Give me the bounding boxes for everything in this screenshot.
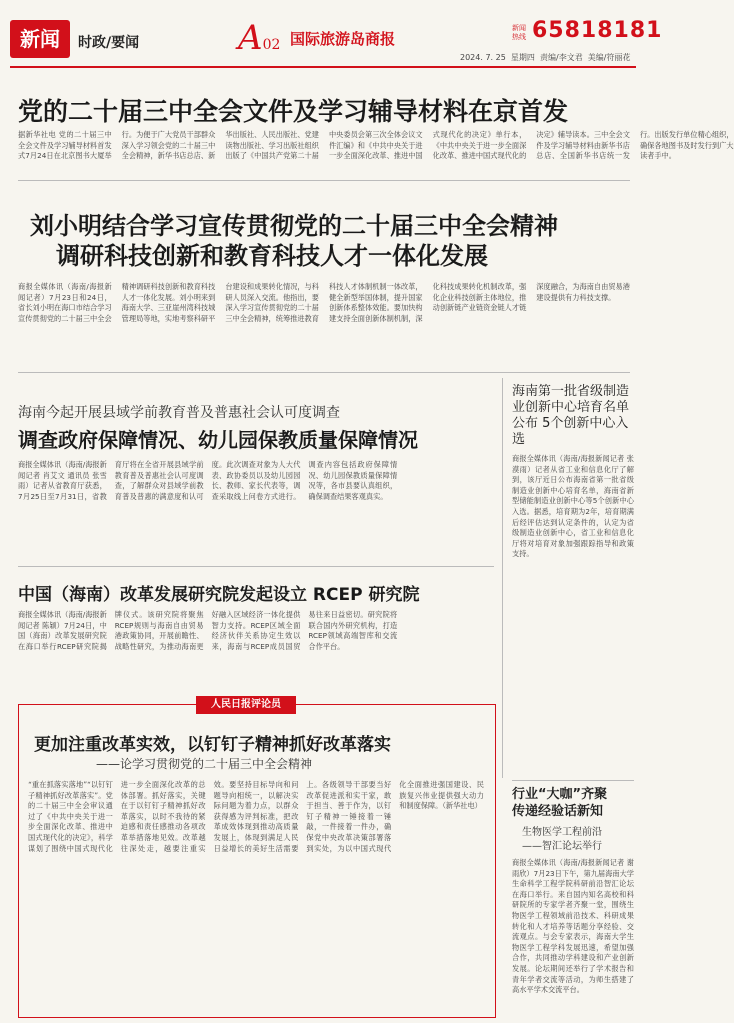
article-6-title-line1: 行业“大咖”齐聚 — [512, 787, 608, 802]
page-number: A02 — [238, 18, 281, 58]
divider — [18, 566, 494, 567]
header-rule — [10, 66, 636, 68]
article-1-body: 据新华社电 党的二十届三中全会文件及学习辅导材料首发式7月24日在北京图书大厦举行。为便于广大党员干部群众深入学习领会党的二十届三中全会精神，新华书店总店、新华出版社、人民出版社、党建读物出版社、学习出版社组织出版了《中国共产党第二十届中央委员会第三次全体会议文件汇编》和《中共中央关于进一步全面深化改革、推进中国式现代化的决定》单行本，《中共中央关于进一步全面深化改革、推进中国式现代化的决定》辅导读本。三中全会文件及学习辅导材料由新华书店总店、全国新华书店统一发行。出版发行单位精心组织，确保各地图书及时发行到广大读者手中。 — [18, 130, 734, 161]
article-2-title-line1: 刘小明结合学习宣传贯彻党的二十届三中全会精神 — [30, 212, 558, 240]
column-divider — [502, 378, 503, 778]
article-3-title: 调查政府保障情况、幼儿园保教质量保障情况 — [18, 428, 418, 452]
article-1-title: 党的二十届三中全会文件及学习辅导材料在京首发 — [18, 97, 569, 126]
article-6-subtitle — [522, 826, 634, 854]
header-meta: 2024. 7. 25 星期四 责编/李文君 美编/符丽花 — [460, 53, 631, 62]
article-6-body: 商报全媒体讯（海南/海报新闻记者 谢雨欣）7月23日下午，第九届海南大学生命科学工程学院科研前沿智汇论坛在海口举行。来自国内知名高校和科研院所的专家学者齐聚一堂，围绕生物医学工程领域前沿技术、科研成果转化和人才培养等话题分享经验、交流观点。与会专家表示，海南大学生物医学工程学科发展迅速，希望加强合作，共同推动学科建设和产业创新发展。论坛期间还举行了学术报告和青年学者交流等活动，为师生搭建了高水平学术交流平台。 — [512, 858, 634, 995]
hotline-number: 65818181 — [532, 18, 663, 43]
article-2-title-line2: 调研科技创新和教育科技人才一体化发展 — [56, 242, 488, 270]
article-7-body: “重在抓落实落地”“以钉钉子精神抓好改革落实”。党的二十届三中全会审议通过了《中共中央关于进一步全面深化改革、推进中国式现代化的决定》，科学谋划了围绕中国式现代化进一步全面深化改革的总体部署。抓好落实，关键在于以钉钉子精神抓好改革落实，以时不我待的紧迫感和责任感推动各项改革举措落地见效。改革越往深处走，越要注重实效。要坚持目标导向和问题导向相统一，以解决实际问题为着力点，以群众获得感为评判标准，把改革成效体现到推动高质量发展上，体现到满足人民日益增长的美好生活需要上。各级领导干部要当好改革促进派和实干家，敢于担当、善于作为，以钉钉子精神一锤接着一锤敲，一件接着一件办，确保党中央改革决策部署落到实处，为以中国式现代化全面推进强国建设、民族复兴伟业提供强大动力和制度保障。（新华社电） — [28, 780, 484, 853]
paper-name: 国际旅游岛商报 — [290, 30, 396, 48]
divider — [18, 372, 630, 373]
commentary-tag: 人民日报评论员 — [196, 696, 296, 714]
article-6-subtitle-line2: ——智汇论坛举行 — [522, 841, 602, 852]
article-6-subtitle-line1: 生物医学工程前沿 — [522, 827, 602, 838]
article-6-title — [512, 786, 634, 820]
article-2-body: 商报全媒体讯（海南/海报新闻记者）7月23日和24日，省长刘小明在海口市结合学习宣传贯彻党的二十届三中全会精神调研科技创新和教育科技人才一体化发展。刘小明来到海南大学、三亚崖州湾科技城管理局等地，实地考察科研平台建设和成果转化情况，与科研人员深入交流。他指出，要深入学习宣传贯彻党的二十届三中全会精神，统筹推进教育科技人才体制机制一体改革，健全新型举国体制，提升国家创新体系整体效能。要加快构建支持全面创新体制机制，深化科技成果转化机制改革，强化企业科技创新主体地位，推动创新链产业链资金链人才链深度融合，为海南自由贸易港建设提供有力科技支撑。 — [18, 282, 630, 323]
article-7-title: 更加注重改革实效，以钉钉子精神抓好改革落实 — [34, 735, 391, 755]
article-5-title: 中国（海南）改革发展研究院发起设立 RCEP 研究院 — [18, 585, 420, 605]
article-6-title-line2: 传递经验话新知 — [512, 804, 604, 819]
divider — [18, 180, 630, 181]
section-name: 时政/要闻 — [78, 35, 140, 51]
article-5-body: 商报全媒体讯（海南/海报新闻记者 陈颖）7月24日，中国（海南）改革发展研究院在海口举行RCEP研究院揭牌仪式。该研究院将聚焦RCEP规则与海南自由贸易港政策协同，开展前瞻性、战略性研究，为推动海南更好融入区域经济一体化提供智力支持。RCEP区域全面经济伙伴关系协定生效以来，海南与RCEP成员国贸易往来日益密切。研究院将联合国内外研究机构，打造RCEP领域高端智库和交流合作平台。 — [18, 610, 398, 651]
section-logo: 新闻 — [10, 20, 70, 58]
article-3-kicker: 海南今起开展县域学前教育普及普惠社会认可度调查 — [18, 405, 340, 421]
hotline-label: 新闻热线 — [512, 24, 526, 41]
article-4-title: 海南第一批省级制造业创新中心培育名单公布 5个创新中心入选 — [512, 384, 630, 447]
article-7-subtitle: ——论学习贯彻党的二十届三中全会精神 — [96, 757, 313, 771]
divider — [512, 780, 634, 781]
article-3-body: 商报全媒体讯（海南/海报新闻记者 肖艾文 通讯员 张雪雨）记者从省教育厅获悉，7月25日至7月31日，省教育厅将在全省开展县域学前教育普及普惠社会认可度调查，了解群众对县域学前教育普及普惠的满意度和认可度。此次调查对象为人大代表、政协委员以及幼儿园园长、教师、家长代表等，调查采取线上问卷方式进行。调查内容包括政府保障情况、幼儿园保教质量保障情况等，各市县要认真组织，确保调查结果客观真实。 — [18, 460, 398, 501]
article-4-body: 商报全媒体讯（海南/海报新闻记者 张漠雨）记者从省工业和信息化厅了解到，该厅近日公布海南省第一批省级制造业创新中心培育名单，海南省新型储能制造业创新中心等5个创新中心入选。据悉，培育期为2年，培育期满后经评估达到认定条件的，认定为省级制造业创新中心，省工业和信息化厅将对培育对象加强跟踪指导和政策支持。 — [512, 454, 634, 559]
